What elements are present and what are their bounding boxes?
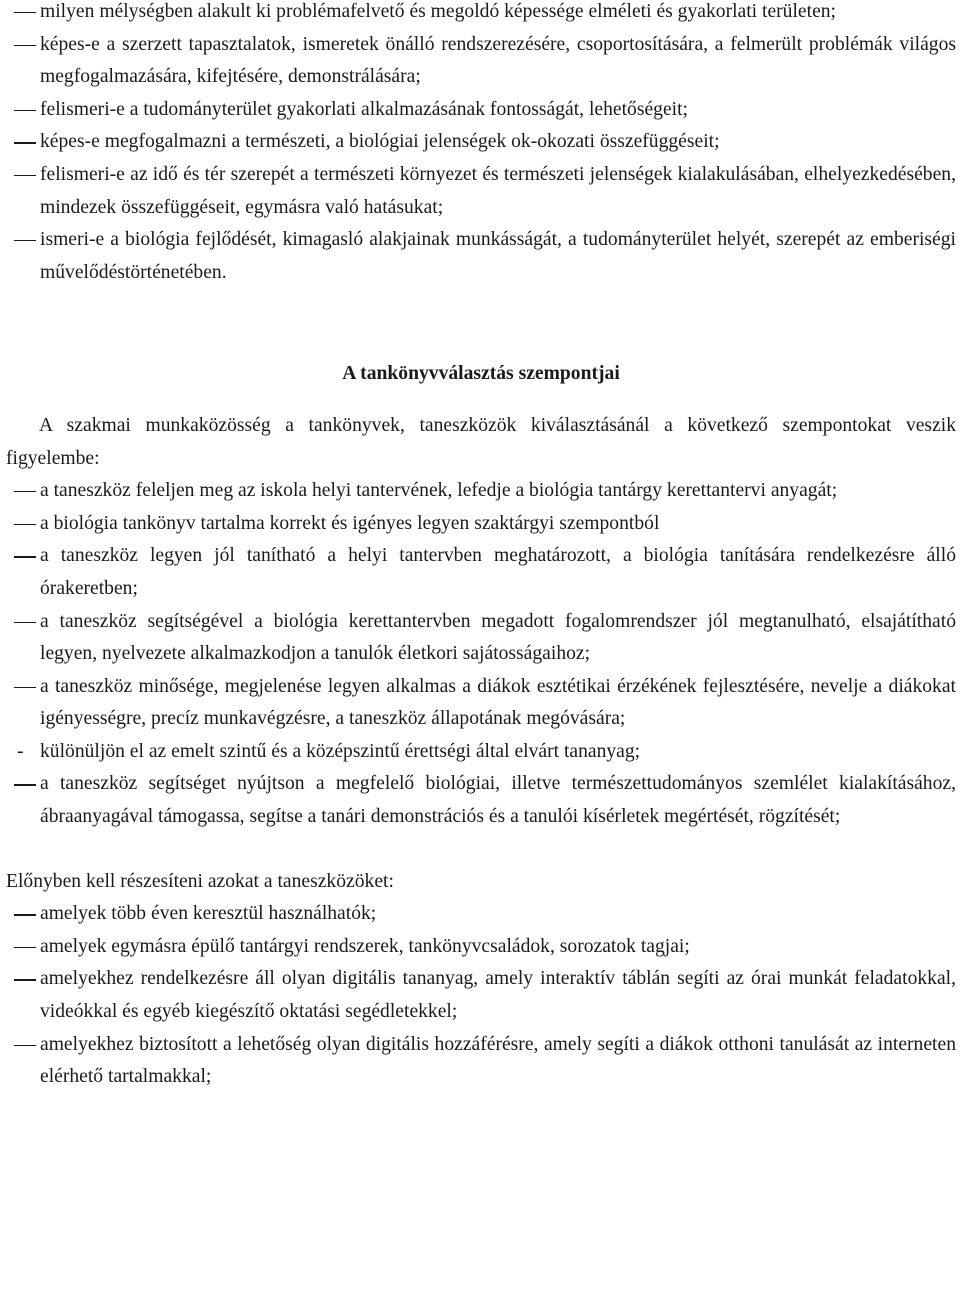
list-item-text: milyen mélységben alakult ki problémafelvető és megoldó képessége elméleti és gyakorlati területen;: [40, 1, 837, 22]
list-item: [6, 29, 956, 94]
list-item-text: amelyekhez biztosított a lehetőség olyan digitális hozzáférésre, amely segíti a diákok otthoni tanulását az interneten elérhető tartalmakkal;: [40, 1033, 956, 1088]
list-item: [6, 963, 956, 1028]
textbook-criteria-list: [6, 475, 956, 834]
list-item: [6, 540, 956, 605]
list-item-text: képes-e megfogalmazni a természeti, a biológiai jelenségek ok-okozati összefüggéseit;: [40, 131, 720, 153]
list-item-text: amelyekhez rendelkezésre áll olyan digitális tananyag, amely interaktív táblán segíti az órai munkát feladatokkal, videókkal és egyéb kiegészítő oktatási segédletekkel;: [40, 968, 956, 1023]
list-item-text: a taneszköz legyen jól tanítható a helyi tantervben meghatározott, a biológia tanítására rendelkezésre álló órakeretben;: [40, 545, 956, 599]
list-item: [6, 671, 956, 736]
list-item-text: képes-e a szerzett tapasztalatok, ismeretek önálló rendszerezésére, csoportosítására, a felmerült problémák világos megfogalmazására, kifejtésére, demonstrálására;: [40, 33, 956, 88]
list-item-text: ismeri-e a biológia fejlődését, kimagasló alakjainak munkásságát, a tudományterület helyét, szerepét az emberiségi művelődéstörténetében.: [40, 229, 956, 283]
list-item: [6, 898, 956, 931]
list-item: [6, 768, 956, 833]
list-item-text: a taneszköz minősége, megjelenése legyen alkalmas a diákok esztétikai érzékének fejlesztésére, nevelje a diákokat igényességre, precíz munkavégzésre, a taneszköz állapotának megóvására;: [40, 675, 956, 730]
section-title: A tankönyvválasztás szempontjai: [342, 363, 620, 385]
list-item-text: felismeri-e az idő és tér szerepét a természeti környezet és természeti jelenségek kialakulásában, elhelyezkedésében, mindezek összefüggéseit, egymásra való hatásukat;: [40, 163, 956, 218]
preference-lead: Előnyben kell részesíteni azokat a taneszközöket:: [6, 870, 394, 892]
list-item-text: amelyek több éven keresztül használhatók;: [40, 903, 377, 925]
list-item: [6, 126, 956, 159]
list-item: [6, 0, 956, 29]
list-item-text: a taneszköz feleljen meg az iskola helyi tantervének, lefedje a biológia tantárgy kerettantervi anyagát;: [40, 480, 838, 502]
list-item-text: a biológia tankönyv tartalma korrekt és igényes legyen szaktárgyi szempontból: [40, 512, 660, 534]
document-page: [6, 0, 956, 1094]
intro-paragraph: A szakmai munkaközösség a tankönyvek, taneszközök kiválasztásánál a következő szempontokat veszik figyelembe:: [6, 414, 956, 469]
list-item-text: a taneszköz segítséget nyújtson a megfelelő biológiai, illetve természettudományos szemlélet kialakításához, ábraanyagával támogassa, segítse a tanári demonstrációs és a tanulói kísérletek megértését, rögzítését;: [40, 773, 956, 828]
list-item: [6, 475, 956, 508]
list-item: [6, 606, 956, 671]
list-item-text: különüljön el az emelt szintű és a középszintű érettségi által elvárt tananyag;: [40, 740, 641, 762]
list-item-text: a taneszköz segítségével a biológia kerettantervben megadott fogalomrendszer jól megtanulható, elsajátítható legyen, nyelvezete alkalmazkodjon a tanulók életkori sajátosságaihoz;: [40, 610, 956, 665]
list-item: [6, 736, 956, 769]
list-item: [6, 931, 956, 964]
list-item: [6, 508, 956, 541]
list-item: [6, 224, 956, 289]
hyphen-marker: -: [17, 740, 24, 762]
list-item: [6, 94, 956, 127]
list-item-text: felismeri-e a tudományterület gyakorlati alkalmazásának fontosságát, lehetőségeit;: [40, 98, 688, 120]
list-item-text: amelyek egymásra épülő tantárgyi rendszerek, tankönyvcsaládok, sorozatok tagjai;: [40, 935, 690, 957]
preference-list: [6, 898, 956, 1094]
assessment-criteria-list: [6, 0, 956, 289]
list-item: [6, 159, 956, 224]
list-item: [6, 1029, 956, 1094]
